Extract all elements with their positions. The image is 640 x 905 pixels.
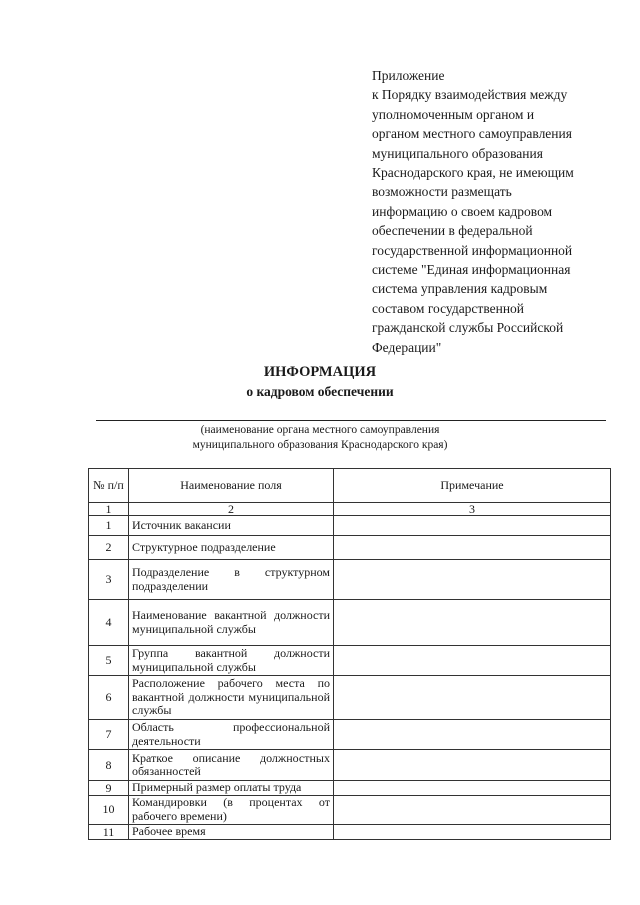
org-caption-line-2: муниципального образования Краснодарского края) <box>192 439 448 451</box>
header-num: № п/п <box>89 469 129 503</box>
table-row <box>89 781 611 796</box>
row-field: Командировки (в процентах от рабочего времени) <box>129 795 334 824</box>
row-num: 1 <box>89 516 129 536</box>
table-row <box>89 720 611 750</box>
staffing-info-table <box>88 468 611 840</box>
org-name-blank-line <box>96 420 606 421</box>
header-field: Наименование поля <box>129 469 334 503</box>
row-note[interactable] <box>334 824 611 839</box>
row-num: 8 <box>89 750 129 781</box>
table-header-row <box>89 469 611 503</box>
appendix-line: составом государственной <box>372 300 525 316</box>
table-row <box>89 560 611 600</box>
appendix-line: уполномоченным органом и <box>372 106 535 122</box>
table-row <box>89 516 611 536</box>
row-field: Краткое описание должностных обязанностей <box>129 750 334 781</box>
row-note[interactable] <box>334 720 611 750</box>
table-row <box>89 824 611 839</box>
appendix-line: Приложение <box>372 68 445 83</box>
row-note[interactable] <box>334 516 611 536</box>
row-num: 3 <box>89 560 129 600</box>
table-row <box>89 750 611 781</box>
row-num: 9 <box>89 781 129 796</box>
index-cell: 3 <box>334 503 611 516</box>
header-note: Примечание <box>334 469 611 503</box>
row-note[interactable] <box>334 676 611 720</box>
row-note[interactable] <box>334 560 611 600</box>
row-field: Подразделение в структурном подразделении <box>129 560 334 600</box>
index-cell: 1 <box>89 503 129 516</box>
row-field: Группа вакантной должности муниципальной службы <box>129 646 334 676</box>
index-cell: 2 <box>129 503 334 516</box>
row-field: Примерный размер оплаты труда <box>129 781 334 796</box>
appendix-line: системе "Единая информационная <box>372 262 571 278</box>
appendix-line: обеспечении в федеральной <box>372 223 533 239</box>
row-field: Расположение рабочего места по вакантной должности муниципальной службы <box>129 676 334 720</box>
table-index-row <box>89 503 611 516</box>
row-note[interactable] <box>334 795 611 824</box>
row-num: 11 <box>89 824 129 839</box>
appendix-line: возможности размещать <box>372 184 512 200</box>
row-field: Структурное подразделение <box>129 536 334 560</box>
table-row <box>89 676 611 720</box>
row-num: 6 <box>89 676 129 720</box>
appendix-line: муниципального образования <box>372 145 543 161</box>
row-num: 5 <box>89 646 129 676</box>
appendix-line: Краснодарского края, не имеющим <box>372 165 574 181</box>
appendix-line: органом местного самоуправления <box>372 126 572 142</box>
row-field: Область профессиональной деятельности <box>129 720 334 750</box>
table-row <box>89 536 611 560</box>
row-note[interactable] <box>334 536 611 560</box>
row-note[interactable] <box>334 600 611 646</box>
row-field: Наименование вакантной должности муниципальной службы <box>129 600 334 646</box>
table-row <box>89 795 611 824</box>
row-num: 10 <box>89 795 129 824</box>
appendix-line: информацию о своем кадровом <box>372 203 553 219</box>
table-row <box>89 600 611 646</box>
appendix-line: система управления кадровым <box>372 281 548 297</box>
row-num: 7 <box>89 720 129 750</box>
appendix-line: к Порядку взаимодействия между <box>372 87 568 103</box>
document-subtitle: о кадровом обеспечении <box>246 384 394 399</box>
row-num: 4 <box>89 600 129 646</box>
org-caption-line-1: (наименование органа местного самоуправления <box>200 424 440 436</box>
appendix-line: государственной информационной <box>372 242 573 258</box>
document-title: ИНФОРМАЦИЯ <box>263 364 377 380</box>
row-note[interactable] <box>334 646 611 676</box>
row-field: Рабочее время <box>129 824 334 839</box>
row-field: Источник вакансии <box>129 516 334 536</box>
row-num: 2 <box>89 536 129 560</box>
table-row <box>89 646 611 676</box>
appendix-line: Федерации" <box>372 339 442 355</box>
row-note[interactable] <box>334 781 611 796</box>
appendix-line: гражданской службы Российской <box>372 320 564 336</box>
row-note[interactable] <box>334 750 611 781</box>
appendix-block <box>372 66 617 357</box>
